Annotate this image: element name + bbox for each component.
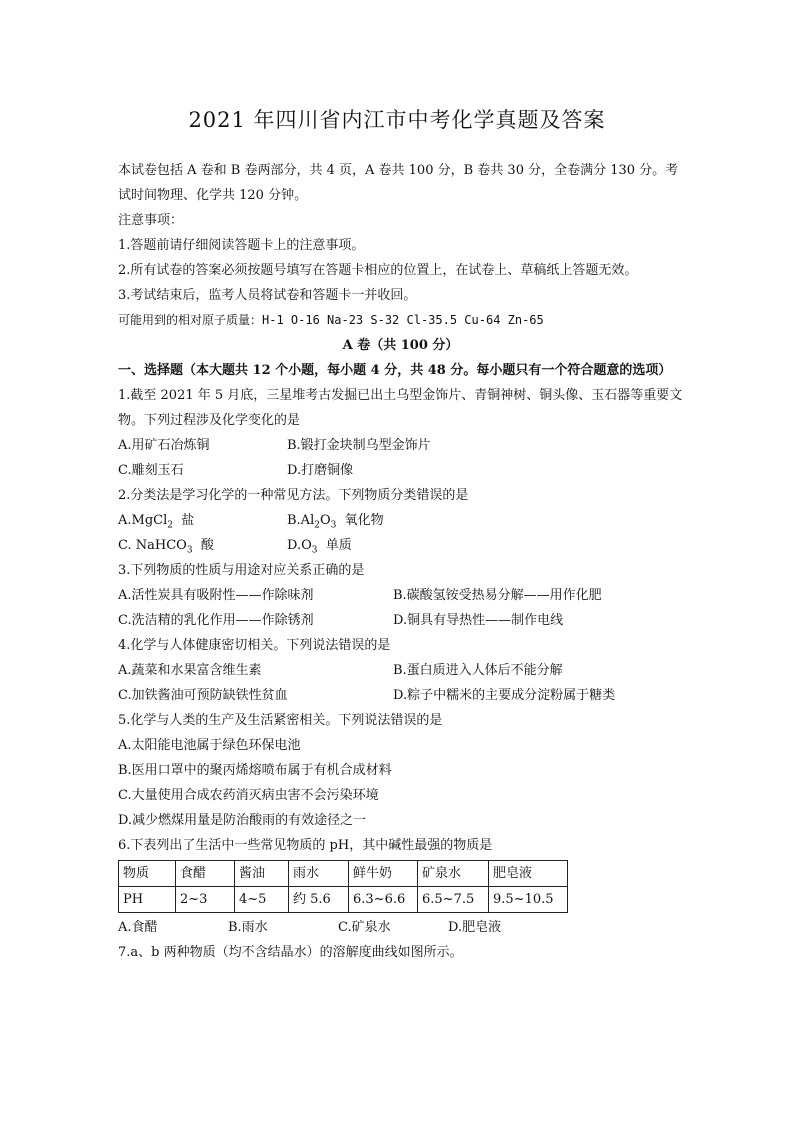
table-cell: 2~3 — [176, 887, 235, 913]
table-cell: 6.5~7.5 — [418, 887, 489, 913]
note-item: 1.答题前请仔细阅读答题卡上的注意事项。 — [118, 238, 365, 253]
table-row — [119, 887, 568, 913]
option-a: A.MgCl$_2$ 盐 — [118, 513, 195, 531]
option-c: C.加铁酱油可预防缺铁性贫血 — [118, 688, 288, 703]
part1-heading: 一、选择题（本大题共 12 个小题，每小题 4 分，共 48 分。每小题只有一个符合题意的选项） — [118, 363, 672, 378]
option-d: D.打磨铜像 — [287, 463, 354, 478]
option-d: D.铜具有导热性——制作电线 — [393, 613, 564, 628]
option-a: A.食醋 — [118, 920, 158, 935]
option-c: C.矿泉水 — [338, 920, 391, 935]
option-a: A.活性炭具有吸附性——作除味剂 — [118, 588, 314, 603]
option-b: B.锻打金块制乌型金饰片 — [287, 438, 431, 453]
note-item: 3.考试结束后，监考人员将试卷和答题卡一并收回。 — [118, 288, 417, 303]
question-6-stem: 6.下表列出了生活中一些常见物质的 pH，其中碱性最强的物质是 — [118, 838, 493, 853]
option-c: C.雕刻玉石 — [118, 463, 184, 478]
question-3-stem: 3.下列物质的性质与用途对应关系正确的是 — [118, 563, 365, 578]
table-header-row — [119, 861, 568, 887]
table-cell: 酱油 — [235, 861, 289, 887]
table-cell: 肥皂液 — [489, 861, 568, 887]
section-a-heading: A 卷（共 100 分） — [342, 338, 459, 353]
option-d: $D.O_3$ 单质 — [287, 538, 352, 556]
option-c: C. NaHCO$_3$ 酸 — [118, 538, 214, 556]
table-cell: 食醋 — [176, 861, 235, 887]
table-cell: 鲜牛奶 — [349, 861, 418, 887]
option-b: B.蛋白质进入人体后不能分解 — [393, 663, 563, 678]
question-1-stem: 1.截至 2021 年 5 月底，三星堆考古发掘已出土乌型金饰片、青铜神树、铜头像、玉石器等重要文物。下列过程涉及化学变化的是 — [118, 388, 683, 428]
question-6-options-row — [118, 915, 683, 940]
note-item: 2.所有试卷的答案必须按题号填写在答题卡相应的位置上，在试卷上、草稿纸上答题无效。 — [118, 263, 638, 278]
question-4-stem: 4.化学与人体健康密切相关。下列说法错误的是 — [118, 638, 391, 653]
question-7-stem: 7.a、b 两种物质（均不含结晶水）的溶解度曲线如图所示。 — [118, 945, 463, 960]
question-1-options-row — [118, 433, 683, 458]
table-cell: PH — [119, 887, 176, 913]
question-1-options-row — [118, 458, 683, 483]
question-3-options-row — [118, 608, 683, 633]
option-b: B.雨水 — [228, 920, 268, 935]
notes-heading: 注意事项： — [118, 213, 184, 228]
atomic-masses: 可能用到的相对原子质量：H-1 O-16 Na-23 S-32 Cl-35.5 Cu-64 Zn-65 — [118, 313, 544, 327]
exam-body — [118, 158, 683, 965]
question-2-options-row — [118, 508, 683, 533]
question-4-options-row — [118, 683, 683, 708]
table-cell: 9.5~10.5 — [489, 887, 568, 913]
question-2-stem: 2.分类法是学习化学的一种常见方法。下列物质分类错误的是 — [118, 488, 469, 503]
intro-paragraph: 本试卷包括 A 卷和 B 卷两部分，共 4 页，A 卷共 100 分，B 卷共 30 分，全卷满分 130 分。考试时间物理、化学共 120 分钟。 — [118, 163, 679, 203]
question-5-stem: 5.化学与人类的生产及生活紧密相关。下列说法错误的是 — [118, 713, 443, 728]
option-b: B.医用口罩中的聚丙烯熔喷布属于有机合成材料 — [118, 763, 392, 778]
option-a: A.用矿石冶炼铜 — [118, 438, 210, 453]
option-b: $B.Al_2O_3$ 氧化物 — [287, 513, 384, 531]
table-cell: 矿泉水 — [418, 861, 489, 887]
question-2-options-row — [118, 533, 683, 558]
table-cell: 雨水 — [289, 861, 349, 887]
option-d: D.粽子中糯米的主要成分淀粉属于糖类 — [393, 688, 616, 703]
table-cell: 6.3~6.6 — [349, 887, 418, 913]
option-d: D.减少燃煤用量是防治酸雨的有效途径之一 — [118, 813, 367, 828]
question-4-options-row — [118, 658, 683, 683]
ph-table — [118, 860, 568, 913]
page-title: 2021 年四川省内江市中考化学真题及答案 — [188, 108, 606, 132]
option-b: B.碳酸氢铵受热易分解——用作化肥 — [393, 588, 602, 603]
option-d: D.肥皂液 — [448, 920, 502, 935]
question-3-options-row — [118, 583, 683, 608]
table-cell: 约 5.6 — [289, 887, 349, 913]
option-c: C.洗洁精的乳化作用——作除锈剂 — [118, 613, 314, 628]
table-cell: 物质 — [119, 861, 176, 887]
table-cell: 4~5 — [235, 887, 289, 913]
option-a: A.太阳能电池属于绿色环保电池 — [118, 738, 301, 753]
option-c: C.大量使用合成农药消灭病虫害不会污染环境 — [118, 788, 379, 803]
option-a: A.蔬菜和水果富含维生素 — [118, 663, 262, 678]
